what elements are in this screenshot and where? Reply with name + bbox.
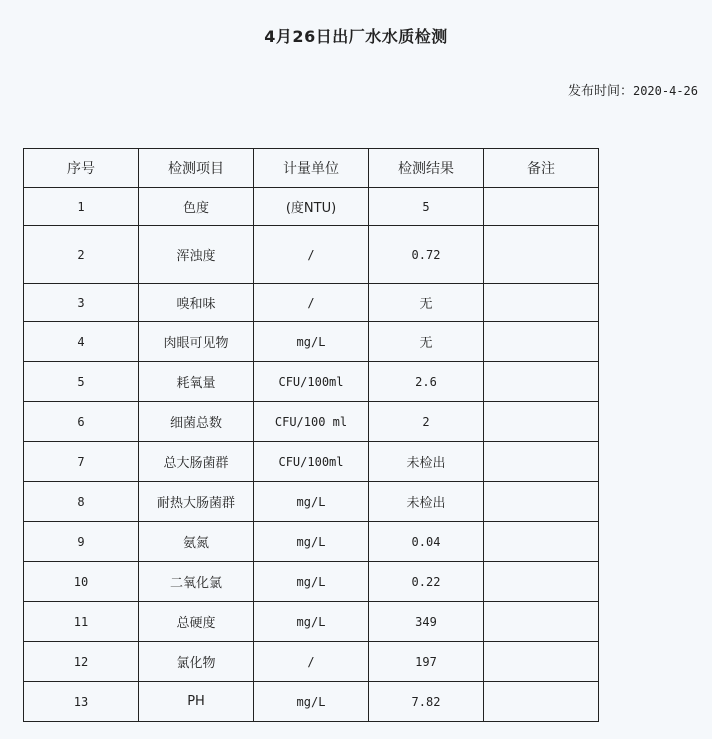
cell-result: 197 (369, 642, 484, 682)
header-no: 序号 (24, 149, 139, 188)
cell-item: 细菌总数 (139, 402, 254, 442)
table-row (24, 188, 599, 226)
cell-unit: mg/L (254, 522, 369, 562)
cell-unit: (度NTU) (254, 188, 369, 226)
cell-item: 总大肠菌群 (139, 442, 254, 482)
cell-no: 1 (24, 188, 139, 226)
header-unit: 计量单位 (254, 149, 369, 188)
cell-item: 氯化物 (139, 642, 254, 682)
cell-item: 总硬度 (139, 602, 254, 642)
cell-no: 12 (24, 642, 139, 682)
cell-unit: mg/L (254, 602, 369, 642)
cell-item: 嗅和味 (139, 284, 254, 322)
cell-no: 3 (24, 284, 139, 322)
table-row (24, 682, 599, 722)
cell-item: 肉眼可见物 (139, 322, 254, 362)
table-row (24, 322, 599, 362)
table-row (24, 482, 599, 522)
cell-unit: CFU/100ml (254, 442, 369, 482)
cell-no: 13 (24, 682, 139, 722)
cell-item: 色度 (139, 188, 254, 226)
cell-note (484, 322, 599, 362)
table-row (24, 402, 599, 442)
cell-unit: CFU/100 ml (254, 402, 369, 442)
cell-result: 7.82 (369, 682, 484, 722)
cell-no: 5 (24, 362, 139, 402)
cell-note (484, 522, 599, 562)
cell-item: 耗氧量 (139, 362, 254, 402)
cell-note (484, 362, 599, 402)
cell-note (484, 402, 599, 442)
cell-note (484, 188, 599, 226)
header-note: 备注 (484, 149, 599, 188)
cell-no: 6 (24, 402, 139, 442)
cell-result: 2 (369, 402, 484, 442)
cell-no: 7 (24, 442, 139, 482)
cell-note (484, 602, 599, 642)
table-row (24, 602, 599, 642)
cell-unit: / (254, 284, 369, 322)
header-item: 检测项目 (139, 149, 254, 188)
cell-no: 4 (24, 322, 139, 362)
cell-unit: mg/L (254, 482, 369, 522)
cell-no: 10 (24, 562, 139, 602)
cell-result: 0.72 (369, 226, 484, 284)
cell-item: 氨氮 (139, 522, 254, 562)
publish-label: 发布时间： (567, 84, 633, 99)
table-row (24, 442, 599, 482)
cell-unit: mg/L (254, 322, 369, 362)
cell-note (484, 226, 599, 284)
table-row (24, 226, 599, 284)
page-title: 4月26日出厂水水质检测 (264, 27, 448, 46)
cell-unit: mg/L (254, 682, 369, 722)
table-row (24, 362, 599, 402)
cell-note (484, 284, 599, 322)
cell-note (484, 642, 599, 682)
cell-item: 二氧化氯 (139, 562, 254, 602)
cell-no: 8 (24, 482, 139, 522)
cell-result: 2.6 (369, 362, 484, 402)
cell-result: 未检出 (369, 442, 484, 482)
cell-note (484, 482, 599, 522)
cell-no: 11 (24, 602, 139, 642)
cell-result: 无 (369, 284, 484, 322)
publish-date: 2020-4-26 (632, 84, 698, 98)
table-row (24, 522, 599, 562)
table-header-row (24, 149, 599, 188)
header-result: 检测结果 (369, 149, 484, 188)
cell-result: 5 (369, 188, 484, 226)
cell-unit: / (254, 226, 369, 284)
cell-note (484, 682, 599, 722)
cell-result: 未检出 (369, 482, 484, 522)
cell-note (484, 562, 599, 602)
cell-unit: CFU/100ml (254, 362, 369, 402)
cell-result: 0.04 (369, 522, 484, 562)
cell-note (484, 442, 599, 482)
cell-item: 浑浊度 (139, 226, 254, 284)
cell-unit: / (254, 642, 369, 682)
water-quality-table (23, 148, 599, 722)
cell-item: PH (139, 682, 254, 722)
cell-unit: mg/L (254, 562, 369, 602)
cell-result: 0.22 (369, 562, 484, 602)
publish-time (568, 80, 698, 99)
cell-no: 9 (24, 522, 139, 562)
table-row (24, 284, 599, 322)
cell-no: 2 (24, 226, 139, 284)
cell-result: 无 (369, 322, 484, 362)
table-row (24, 642, 599, 682)
cell-item: 耐热大肠菌群 (139, 482, 254, 522)
table-row (24, 562, 599, 602)
cell-result: 349 (369, 602, 484, 642)
